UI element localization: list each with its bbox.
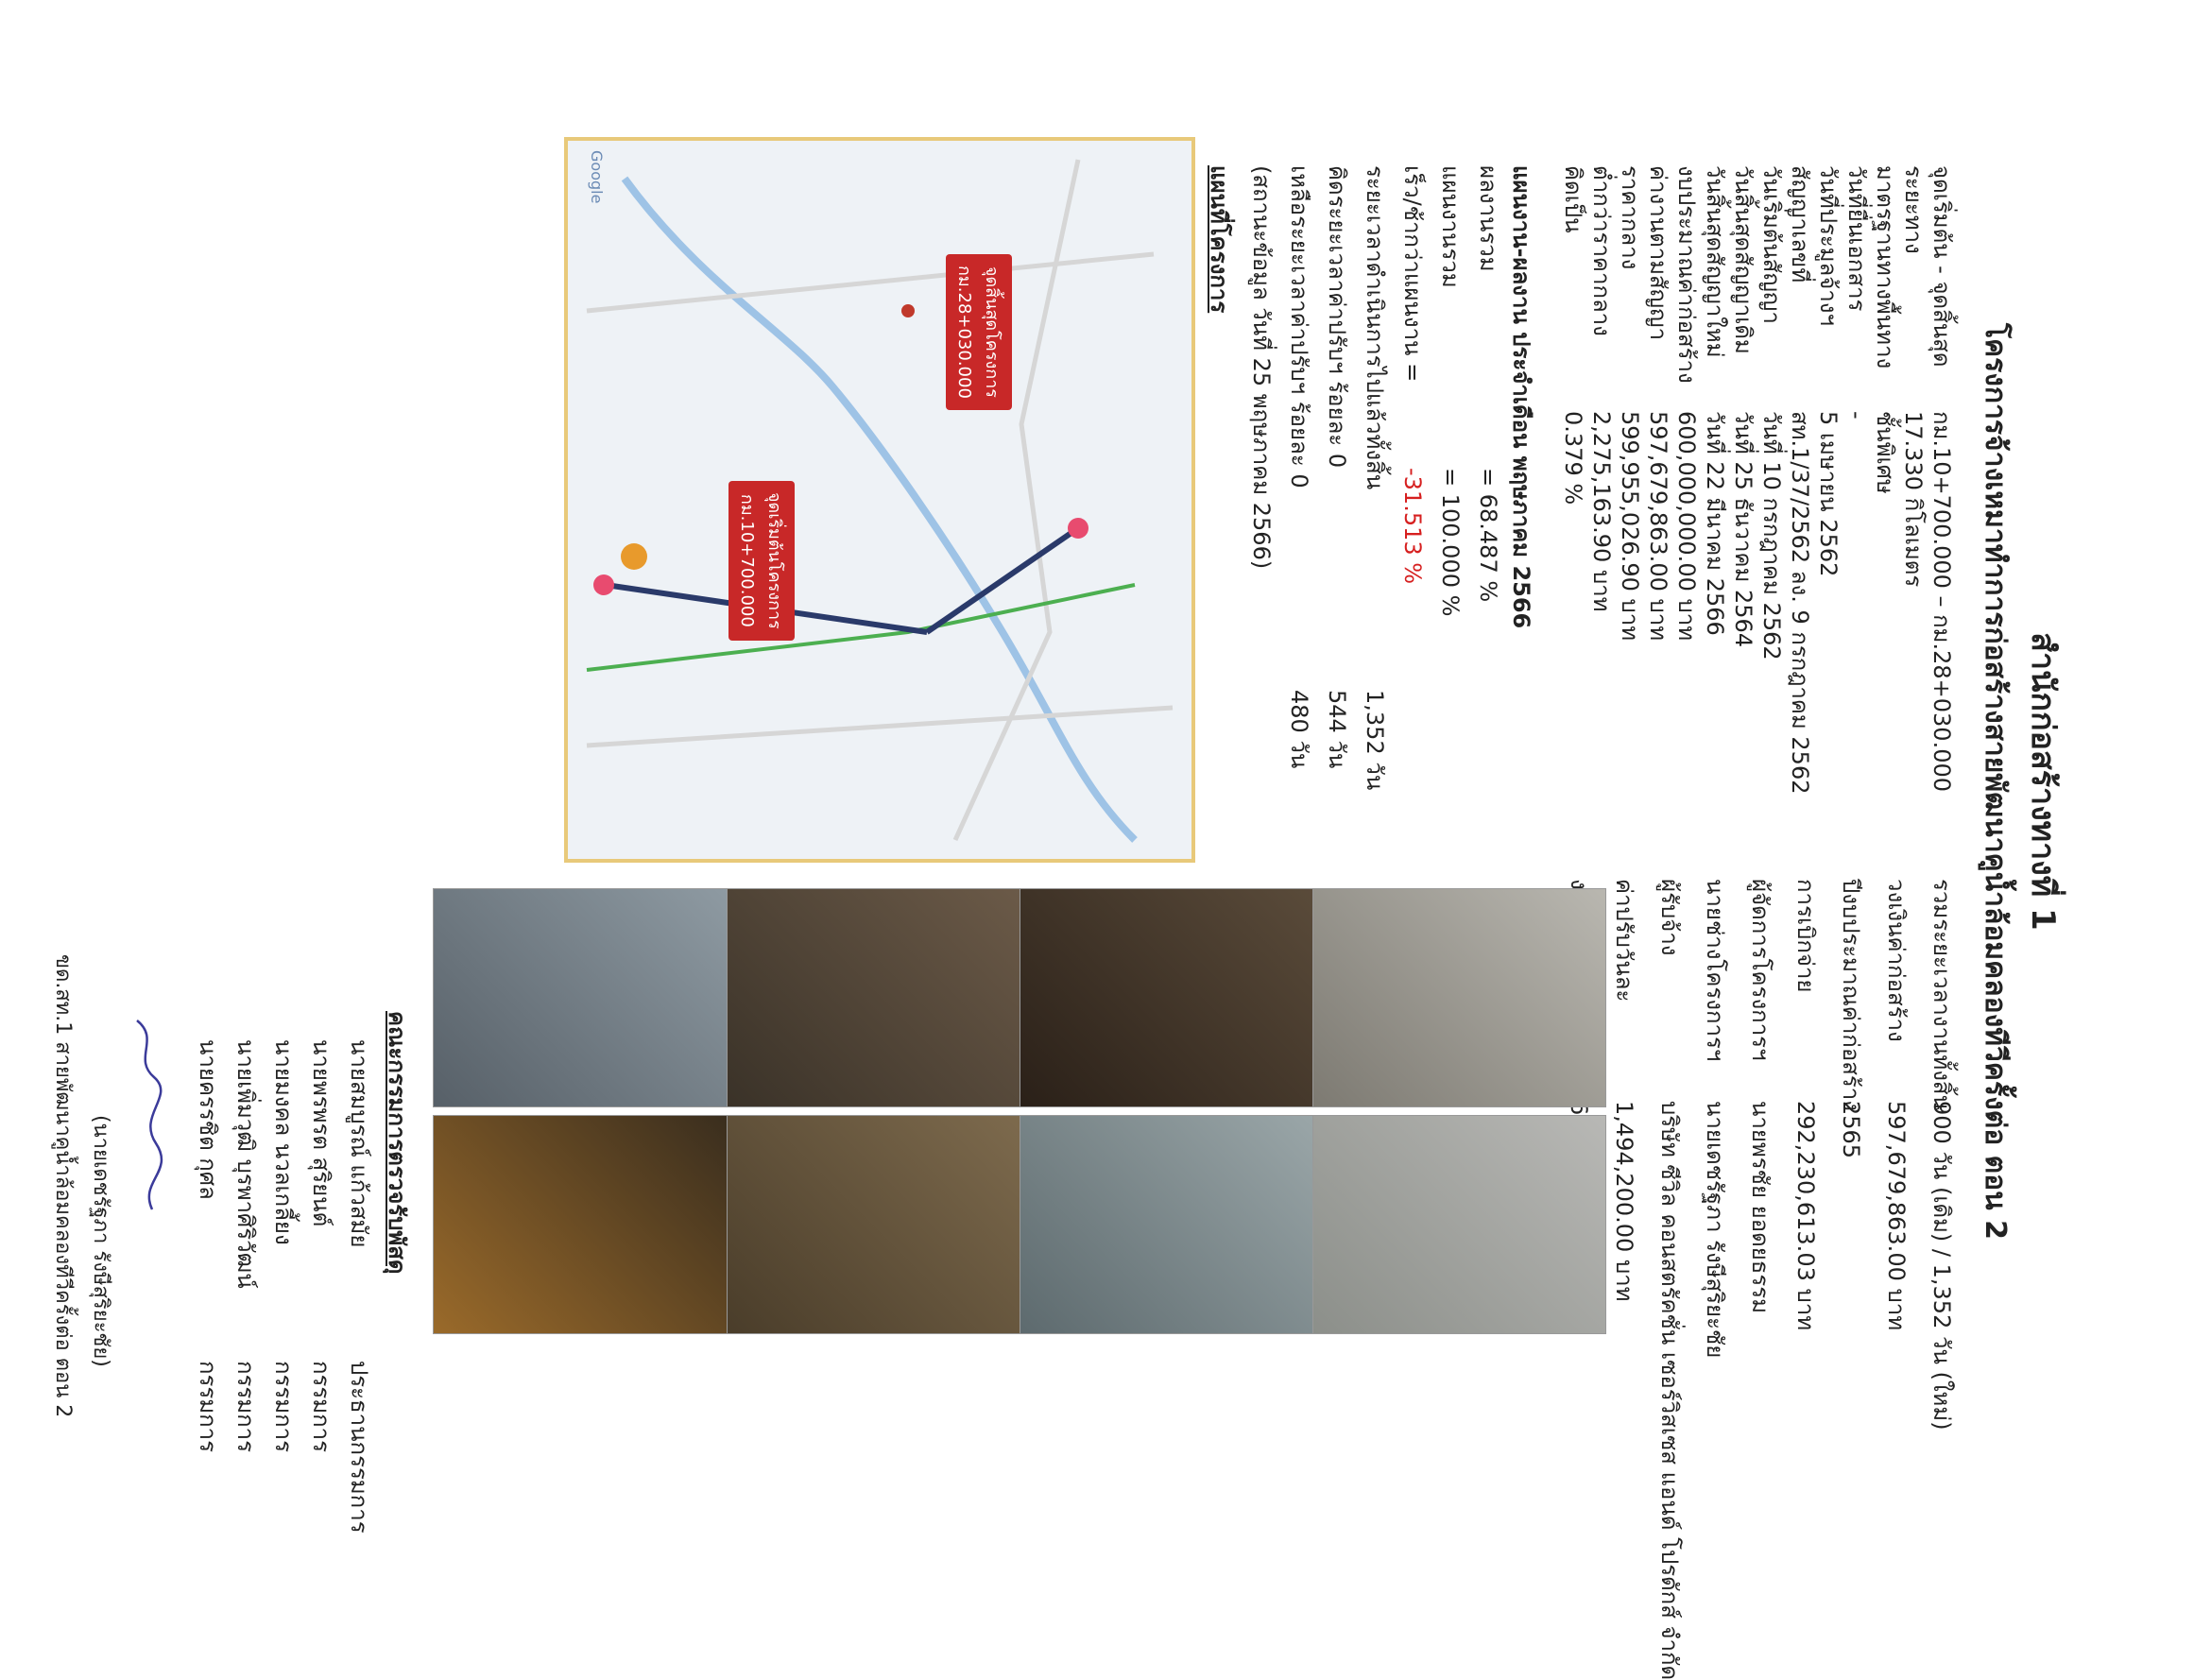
google-logo: Google [588, 150, 606, 204]
progress-heading: แผนงาน-ผลงาน ประจำเดือน พฤษภาคม 2566 [1508, 165, 1534, 629]
info-label: ต่ำกว่าราคากลาง [1588, 165, 1615, 336]
info-value: 2565 [1838, 1101, 1864, 1159]
site-photo-2 [1311, 1115, 1606, 1334]
info-label: งบประมาณค่าก่อสร้าง [1673, 165, 1700, 384]
member-role: กรรมการ [232, 1361, 259, 1453]
info-value: นายเดชรัฐภา รังษีสุริยะชัย [1702, 1101, 1728, 1359]
signature-mark [128, 1011, 165, 1370]
member-name: นายครรชิต กุศล [195, 1039, 221, 1200]
end-marker [593, 574, 614, 595]
diff-label: เร็ว/ช้ากว่าแผนงาน = [1399, 165, 1426, 383]
plan-value: = 100.000 % [1437, 468, 1464, 617]
extension-label: คิดระยะเวลาค่าปรับฯ ร้อยละ 0 [1324, 165, 1350, 469]
signature-scribble [128, 1011, 165, 1219]
info-label: ผู้จัดการโครงการฯ [1747, 879, 1774, 1061]
member-name: นายพรพรต สุริยนต์ [308, 1039, 334, 1227]
committee-heading: คณะกรรมการตรวจรับพัสดุ [384, 1011, 410, 1275]
start-point-callout [728, 481, 795, 641]
info-value: นายพรชัย ยอดยธรรม [1747, 1101, 1774, 1314]
start-marker [1068, 518, 1088, 539]
map-graphic [568, 141, 1191, 859]
info-value: 17.330 กิโลเมตร [1900, 411, 1927, 588]
info-label: มาตรฐานทางพื้นทาง [1872, 165, 1898, 369]
project-title: โครงการจ้างเหมาทำการก่อสร้างสายพัฒนาคูน้ำล้อมคลองทีวีครั้งต่อ ตอน 2 [1979, 322, 2012, 1241]
info-label: ราคากลาง [1617, 165, 1643, 270]
info-label: ระยะทาง [1900, 165, 1927, 254]
info-value: 5 เมษายน 2562 [1815, 411, 1842, 577]
info-label: วันที่ยื่นเอกสาร [1843, 165, 1870, 312]
info-label: รวมระยะเวลางานทั้งสิ้น [1928, 879, 1955, 1110]
end-point-label: จุดสิ้นสุดโครงการ [982, 266, 1002, 398]
site-photo-3 [1019, 888, 1313, 1107]
site-photo-6 [726, 1115, 1020, 1334]
info-label: สัญญาเลขที่ [1787, 165, 1813, 283]
info-label: คิดเป็น [1560, 165, 1586, 233]
info-label: วันเริ่มต้นสัญญา [1758, 165, 1785, 324]
info-value: ชั้นพิเศษ [1872, 411, 1898, 494]
result-value: = 68.487 % [1475, 468, 1501, 603]
remaining-value: 480 วัน [1286, 690, 1312, 769]
member-name: นายมงคล นวลเกลี้ยง [270, 1039, 297, 1245]
info-label: ผู้รับจ้าง [1656, 879, 1683, 956]
map-caption: แผนที่โครงการ [1206, 165, 1232, 314]
end-point-km: กม.28+030.000 [954, 266, 974, 399]
info-value: 597,679,863.00 บาท [1645, 411, 1671, 642]
plan-label: แผนงานรวม [1437, 165, 1464, 288]
start-point-label: จุดเริ่มต้นโครงการ [764, 492, 784, 629]
info-value: 0.379 % [1560, 411, 1586, 506]
info-label: วันสิ้นสุดสัญญาเดิม [1730, 165, 1757, 354]
info-label: วันที่ประมูลจ้างฯ [1815, 165, 1842, 326]
info-value: 1,494,200.00 บาท [1611, 1101, 1637, 1302]
info-value: 599,955,026.90 บาท [1617, 411, 1643, 642]
duration-value: 1,352 วัน [1362, 690, 1388, 791]
info-label: วันสิ้นสุดสัญญาใหม่ [1702, 165, 1728, 358]
info-value: กม.10+700.000 – กม.28+030.000 [1928, 411, 1955, 793]
member-role: ประธานกรรมการ [346, 1361, 372, 1534]
status-date: (สถานะข้อมูล วันที่ 25 พฤษภาคม 2566) [1248, 165, 1275, 570]
remaining-label: เหลือระยะเวลาค่าปรับฯ ร้อยละ 0 [1286, 165, 1312, 489]
info-label: นายช่างโครงการฯ [1702, 879, 1728, 1062]
member-name: นายเพิ่มวุฒิ บุรพาศิริวัฒน์ [232, 1039, 259, 1289]
extension-value: 544 วัน [1324, 690, 1350, 769]
info-label: จุดเริ่มต้น - จุดสิ้นสุด [1928, 165, 1955, 368]
signature-title: ขด.สท.1 สายพัฒนาคูน้ำล้อมคลองทีวีครั้งต่อ ตอน 2 [51, 954, 75, 1418]
result-label: ผลงานรวม [1475, 165, 1501, 272]
info-value: วันที่ 22 มีนาคม 2566 [1702, 411, 1728, 636]
info-label: การเบิกจ่าย [1792, 879, 1819, 993]
info-value: 597,679,863.00 บาท [1883, 1101, 1910, 1331]
start-point-km: กม.10+700.000 [737, 493, 757, 627]
diff-value: -31.513 % [1399, 468, 1426, 585]
info-value: 292,230,613.03 บาท [1792, 1101, 1819, 1331]
site-photo-1 [1311, 888, 1606, 1107]
info-value: - [1843, 411, 1870, 420]
office-title: สำนักก่อสร้างทางที่ 1 [2024, 632, 2062, 931]
end-point-callout [946, 254, 1012, 410]
member-name: นายสมบูรณ์ แก้วสมัย [346, 1039, 372, 1248]
info-value: สท.1/37/2562 ลง. 9 กรกฎาคม 2562 [1787, 411, 1813, 795]
info-label: ค่างานตามสัญญา [1645, 165, 1671, 341]
info-value: 2,275,163.90 บาท [1588, 411, 1615, 612]
signature-name: (นายเดชรัฐภา รังษีสุริยะชัย) [89, 1115, 112, 1367]
info-value: 600,000,000.00 บาท [1673, 411, 1700, 642]
site-photo-5 [726, 888, 1020, 1107]
duration-label: ระยะเวลาดำเนินการไปแล้วทั้งสิ้น [1362, 165, 1388, 490]
info-value: บริษัท ซีวิล คอนสตรัคชั่น เซอร์วิสเซส แอนด์ โปรดักส์ จำกัด [1656, 1101, 1683, 1680]
site-photo-4 [1019, 1115, 1313, 1334]
project-map [564, 137, 1195, 863]
site-photo-7 [433, 888, 728, 1107]
member-role: กรรมการ [195, 1361, 221, 1453]
member-role: กรรมการ [270, 1361, 297, 1453]
info-value: วันที่ 25 ธันวาคม 2564 [1730, 411, 1757, 648]
info-value: วันที่ 10 กรกฎาคม 2562 [1758, 411, 1785, 660]
info-label: ค่าปรับวันละ [1611, 879, 1637, 1003]
member-role: กรรมการ [308, 1361, 334, 1453]
info-label: ปีงบประมาณค่าก่อสร้าง [1838, 879, 1864, 1111]
info-value: 900 วัน (เดิม) / 1,352 วัน (ใหม่) [1928, 1101, 1955, 1431]
site-photo-8 [433, 1115, 728, 1334]
info-label: วงเงินค่าก่อสร้าง [1883, 879, 1910, 1042]
